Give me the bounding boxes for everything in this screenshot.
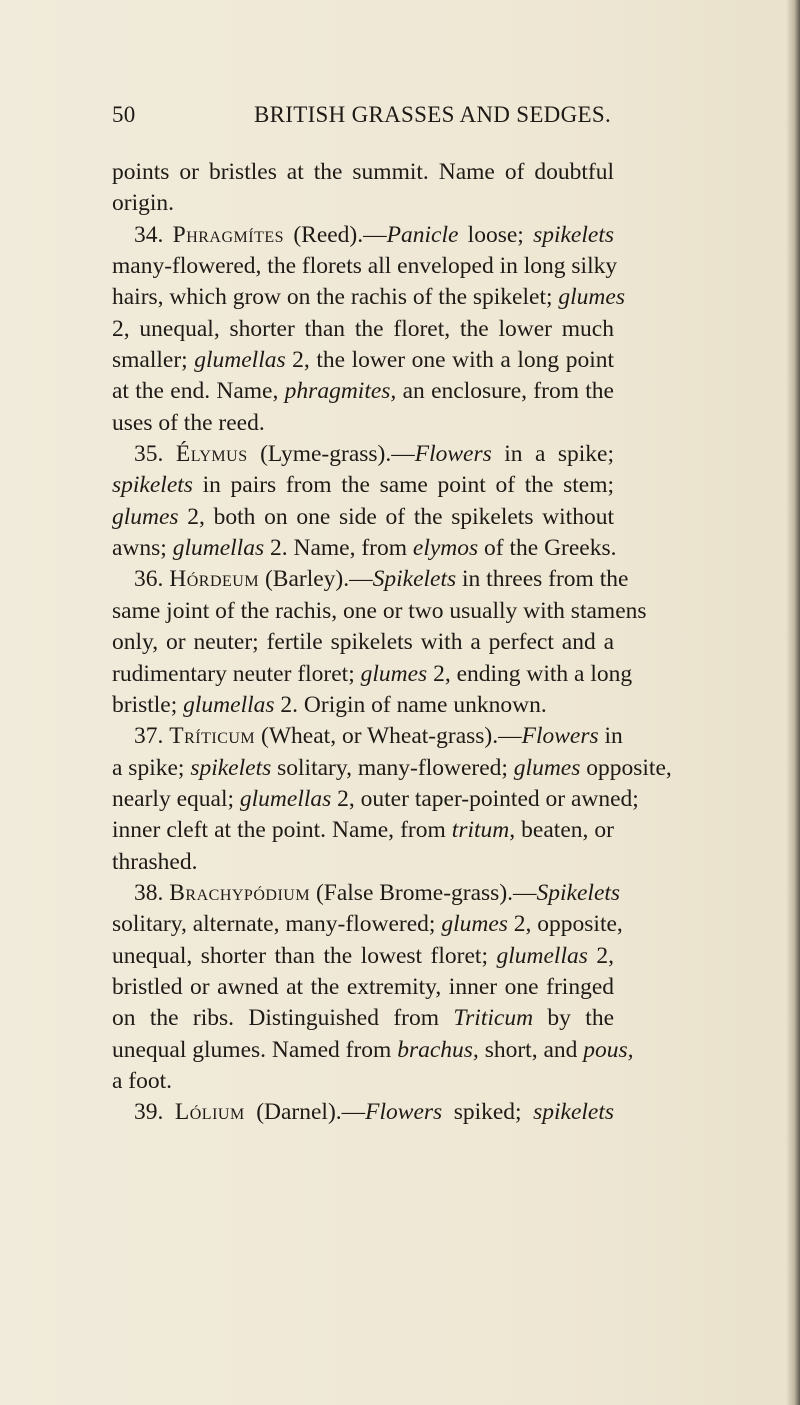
running-head: BRITISH GRASSES AND SEDGES. — [254, 102, 611, 127]
text-segment: 35. — [134, 441, 176, 468]
text-line — [112, 627, 614, 658]
text-line — [112, 659, 633, 690]
italic-term: glumes — [513, 754, 581, 781]
text-line — [112, 1003, 614, 1034]
text-segment: in a spike; — [491, 441, 615, 468]
text-segment: solitary, many-flowered; — [271, 754, 514, 781]
text-segment: 2, — [587, 942, 615, 969]
genus-name: Phragmítes — [172, 221, 285, 248]
text-segment: 2, outer taper-pointed or awned; — [331, 785, 639, 812]
text-line — [112, 408, 614, 439]
text-segment: short, and — [478, 1036, 584, 1063]
text-segment: nearly equal; — [112, 785, 240, 812]
italic-term: glumellas — [239, 785, 332, 812]
text-line — [112, 784, 639, 815]
text-line — [112, 564, 629, 595]
text-line — [112, 251, 618, 282]
text-segment: hairs, which grow on the rachis of the spikelet; — [112, 284, 559, 311]
text-segment: bristled or awned at the extremity, inner one fringed — [112, 973, 614, 1000]
text-segment: (False Brome-grass).— — [310, 879, 537, 906]
text-line — [112, 1066, 614, 1097]
text-line — [112, 188, 614, 219]
text-segment: beaten, or — [515, 817, 614, 844]
text-line — [112, 815, 614, 846]
italic-term: tritum, — [451, 817, 516, 844]
text-segment: (Darnel).— — [244, 1099, 366, 1126]
text-segment: many-flowered, the florets all enveloped in long silky — [112, 253, 618, 280]
text-line — [112, 314, 614, 345]
page-header — [112, 102, 611, 142]
text-segment: in pairs from the same point of the stem; — [192, 472, 614, 499]
text-segment: 36. — [134, 566, 170, 593]
text-segment: 38. — [134, 879, 170, 906]
text-segment: 2, the lower one with a long point — [285, 347, 614, 374]
italic-term: Triticum — [453, 1005, 534, 1032]
text-line — [112, 878, 621, 909]
text-segment: a spike; — [112, 754, 191, 781]
italic-term: Flowers — [414, 441, 492, 468]
genus-name: Brachypódium — [169, 879, 311, 906]
text-line — [112, 376, 614, 407]
italic-term: glumes — [112, 503, 179, 530]
text-segment: points or bristles at the summit. Name of doubtful — [112, 159, 614, 185]
text-line — [112, 847, 614, 878]
italic-term: phragmites, — [284, 378, 397, 405]
italic-term: glumellas — [183, 691, 275, 718]
text-segment: 34. — [134, 221, 173, 248]
text-segment: opposite, — [580, 754, 672, 781]
genus-name: Hórdeum — [169, 566, 260, 593]
text-segment: 2, opposite, — [507, 911, 623, 938]
text-line — [112, 721, 623, 752]
text-segment: solitary, alternate, many-flowered; — [112, 911, 442, 938]
italic-term: pous, — [583, 1036, 634, 1063]
italic-term: Flowers — [365, 1099, 443, 1126]
text-segment: thrashed. — [112, 848, 198, 875]
text-segment: awns; — [112, 535, 173, 562]
text-segment: of the Greeks. — [478, 535, 617, 562]
text-line — [112, 439, 614, 470]
body-text — [112, 157, 672, 1129]
text-segment: 2. Origin of name unknown. — [274, 691, 547, 718]
text-segment: origin. — [112, 190, 175, 217]
text-segment: an enclosure, from the — [396, 378, 614, 405]
italic-term: glumellas — [194, 347, 286, 374]
italic-term: elymos — [412, 535, 479, 562]
text-segment: 2. Name, from — [264, 535, 413, 562]
text-line — [112, 972, 614, 1003]
text-segment: a foot. — [112, 1067, 173, 1094]
text-segment: rudimentary neuter floret; — [112, 660, 361, 687]
text-line — [112, 282, 625, 313]
italic-term: spikelets — [190, 754, 272, 781]
text-line — [112, 345, 614, 376]
italic-term: spikelets — [533, 221, 614, 248]
page-edge-shadow — [786, 0, 800, 1405]
text-line — [112, 157, 614, 188]
italic-term: spikelets — [112, 472, 193, 499]
text-line — [112, 690, 614, 721]
text-segment: (Barley).— — [259, 566, 373, 593]
text-line — [112, 1035, 634, 1066]
text-segment: 37. — [134, 723, 170, 750]
italic-term: glumellas — [496, 942, 588, 969]
page-number: 50 — [112, 102, 136, 127]
text-segment: at the end. Name, — [112, 378, 285, 405]
text-segment: on the ribs. Distinguished from — [112, 1005, 454, 1032]
text-segment: only, or neuter; fertile spikelets with a perfect and a — [112, 629, 614, 656]
text-line — [112, 1097, 614, 1128]
text-segment: (Wheat, or Wheat-grass).— — [255, 723, 522, 750]
text-segment: 2, unequal, shorter than the floret, the lower much — [112, 315, 614, 342]
text-segment: (Reed).— — [284, 221, 387, 248]
text-segment: 39. — [134, 1099, 175, 1126]
text-segment: in threes from the — [456, 566, 629, 593]
text-line — [112, 596, 647, 627]
genus-name: Élymus — [175, 441, 248, 468]
text-segment: unequal, shorter than the lowest floret; — [112, 942, 497, 969]
text-line — [112, 220, 614, 251]
text-segment: bristle; — [112, 691, 184, 718]
italic-term: glumes — [558, 284, 625, 311]
text-segment: 2, both on one side of the spikelets without — [178, 503, 614, 530]
italic-term: glumes — [441, 911, 508, 938]
text-line — [112, 941, 614, 972]
text-segment: in — [598, 723, 623, 750]
text-line — [112, 533, 617, 564]
text-line — [112, 470, 614, 501]
italic-term: glumellas — [172, 535, 265, 562]
text-segment: (Lyme-grass).— — [247, 441, 415, 468]
italic-term: Panicle — [386, 221, 459, 248]
italic-term: Spikelets — [536, 879, 621, 906]
text-segment: by the — [533, 1005, 614, 1032]
text-segment: smaller; — [112, 347, 195, 374]
text-segment: same joint of the rachis, one or two usually with stamens — [112, 597, 647, 624]
italic-term: brachus, — [397, 1036, 479, 1063]
text-line — [112, 753, 672, 784]
text-line — [112, 909, 623, 940]
text-segment: spiked; — [442, 1099, 534, 1126]
text-segment: uses of the reed. — [112, 409, 265, 436]
genus-name: Tríticum — [169, 723, 256, 750]
text-segment: unequal glumes. Named from — [112, 1036, 398, 1063]
text-segment: 2, ending with a long — [427, 660, 633, 687]
text-segment: loose; — [458, 221, 534, 248]
text-line — [112, 502, 614, 533]
text-segment: inner cleft at the point. Name, from — [112, 817, 452, 844]
italic-term: spikelets — [533, 1099, 615, 1126]
italic-term: Spikelets — [372, 566, 457, 593]
genus-name: Lólium — [174, 1099, 245, 1126]
italic-term: Flowers — [521, 723, 599, 750]
italic-term: glumes — [360, 660, 428, 687]
